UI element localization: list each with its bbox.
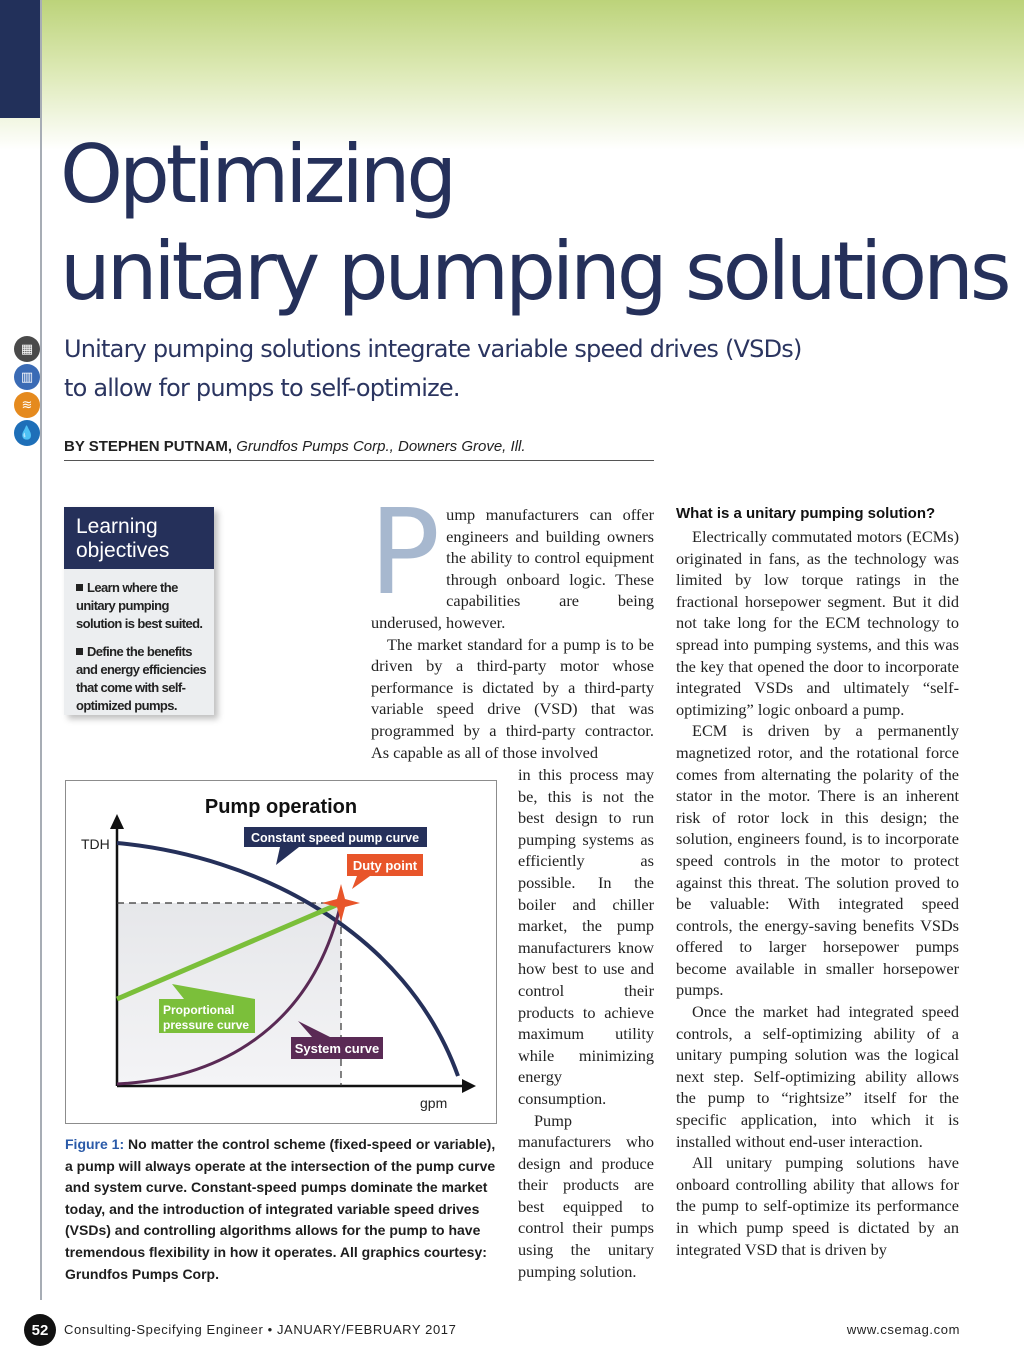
calculator-icon: ▦ [14,336,40,362]
figure-caption [65,1134,499,1285]
topic-icons [14,336,42,448]
caption-text: No matter the control scheme (fixed-speed or variable), a pump will always operate at the intersection of the pump curve and system curve. Constant-speed pumps dominate the market today, and the introduction of integrated variable speed drives (VSDs) and controlling algorithms allows for the pump to have tremendous flexibility in how it operates. All graphics courtesy: Grundfos Pumps Corp. [65,1136,496,1282]
article-subtitle [64,330,864,408]
constant-speed-label: Constant speed pump curve [250,831,420,845]
page-footer [24,1314,960,1346]
article-paragraph: The market standard for a pump is to be driven by a third-party motor whose performance is dictated by a third-party variable speed drive (VSD) that was programmed by a third-party contractor. As capable as all of those involved [371,634,654,762]
bullet-square-icon [76,648,83,655]
left-margin-rule [40,0,42,1300]
figure-title: Pump operation [204,796,358,818]
page-number: 52 [24,1314,56,1346]
article-paragraph: ump manufacturers can offer engineers and building owners the ability to control equipment through onboard logic. These capabilities are being underused, however. [371,505,654,632]
article-paragraph: Electrically commutated motors (ECMs) originated in fans, as the technology was limited by low torque ratings in the fractional horsepower segment. But it did not take long for the ECM technology to spread into pumping systems, and this was the key that opened the door to incorporate integrated VSDs and ultimately “self-optimizing” logic onboard a pump. [676,527,959,719]
section-heading: What is a unitary pumping solution? [676,505,936,522]
lo-heading-line2: objectives [76,539,170,562]
bullet-square-icon [76,584,83,591]
duty-point-label: Duty point [352,858,418,873]
y-axis-arrow-icon [110,814,124,829]
article-column-2-bottom [518,764,654,1282]
subtitle-line2: to allow for pumps to self-optimize. [64,374,460,402]
article-column-2-top [369,483,654,763]
article-paragraph: ECM is driven by a permanently magnetized rotor, and the rotational force comes from alternating the polarity of the stator in the motor. There is an inherent risk of rotor lock in this design; the solution, engineers found, is to incorporate speed controls in the motor to protect against this threat. The solution proved to be valuable: With integrated speed controls, the energy-saving benefits VSDs offered to larger horsepower pumps become available in smaller horsepower pumps. [676,721,959,1000]
article-paragraph: Once the market had integrated speed controls, a self-optimizing ability of a unitary pumping solution was the logical next step. Self-optimizing ability allows the pump to “rightsize” itself for the specific application, into which it is installed without end-user interaction. [676,1002,959,1151]
byline [64,438,654,461]
article-column-3 [676,504,959,1260]
lo-item-text: Learn where the unitary pumping solution is best suited. [76,580,203,631]
system-curve-label: System curve [294,1041,380,1056]
article-title-line2: unitary pumping solutions [60,225,1008,318]
lo-item-text: Define the benefits and energy efficiencies that come with self-optimized pumps. [76,644,206,713]
learning-objective-item [64,569,214,633]
water-drop-icon: 💧 [14,420,40,446]
x-axis-arrow-icon [462,1079,476,1093]
lo-heading-line1: Learning [76,515,158,538]
article-title-line1: Optimizing [60,128,454,221]
article-paragraph: Pump manufacturers who design and produce their products are best equipped to control their pumps using the unitary pumping solution. [518,1110,654,1281]
subtitle-line1: Unitary pumping solutions integrate variable speed drives (VSDs) [64,335,802,363]
article-paragraph: in this process may be, this is not the best design to run pumping systems as efficiently as possible. In the boiler and chiller market, the pump manufacturers know how best to use and control their products to achieve maximum utility while minimizing energy consumption. [518,765,654,1108]
magazine-name: Consulting-Specifying Engineer • JANUARY/FEBRUARY 2017 [64,1322,457,1337]
learning-objectives-heading [64,507,214,569]
pump-operation-figure [65,780,497,1124]
drop-cap: P [369,483,441,621]
learning-objectives-box [64,507,214,715]
side-color-bar [0,0,40,118]
building-icon: ▥ [14,364,40,390]
proportional-label-line1: Proportional [163,1003,235,1017]
article-paragraph: All unitary pumping solutions have onboard controlling ability that allows for the pump to self-optimize its performance in which pump speed is dictated by an integrated VSD that is driven by [676,1153,959,1259]
pump-operation-diagram [66,781,496,1123]
y-axis-label: TDH [81,836,110,852]
byline-author: BY STEPHEN PUTNAM, [64,438,233,455]
heat-icon: ≋ [14,392,40,418]
caption-label: Figure 1: [65,1136,125,1152]
byline-affiliation: Grundfos Pumps Corp., Downers Grove, Ill. [236,438,526,455]
x-axis-label: gpm [420,1095,448,1111]
proportional-label-line2: pressure curve [163,1018,250,1032]
learning-objective-item [64,633,214,715]
website-link[interactable]: www.csemag.com [846,1322,960,1337]
